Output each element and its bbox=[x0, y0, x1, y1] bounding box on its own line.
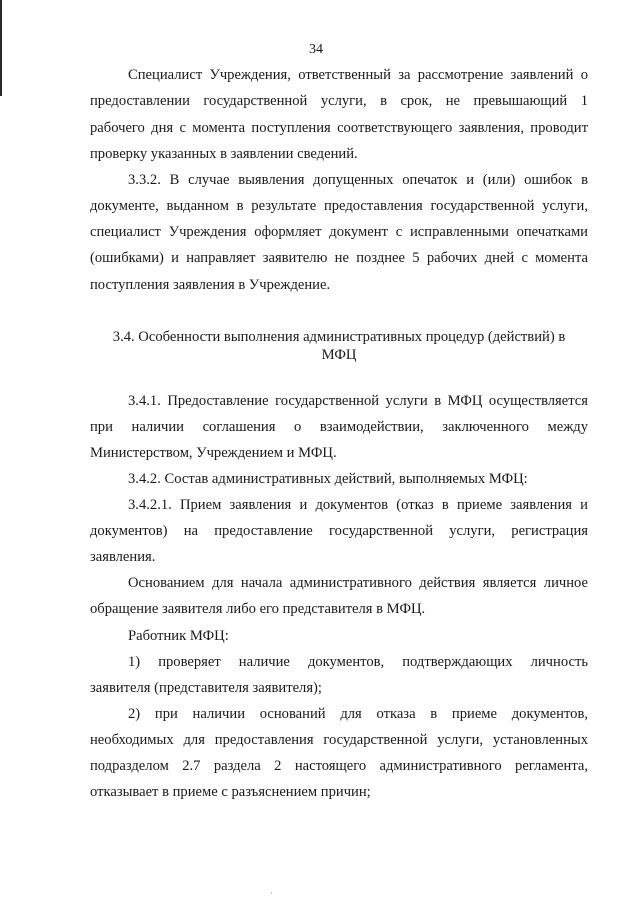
text-line: проверку указанных в заявлении сведений. bbox=[90, 146, 358, 162]
text-line: документе, выданном в результате предоставления государственной услуги, bbox=[90, 198, 588, 214]
text-line: Специалист Учреждения, ответственный за рассмотрение заявлений о bbox=[128, 67, 588, 83]
list-item-line: необходимых для предоставления государственной услуги, установленных bbox=[90, 732, 588, 748]
text-line: 3.4.1. Предоставление государственной услуги в МФЦ осуществляется bbox=[128, 393, 588, 409]
text-line: Министерством, Учреждением и МФЦ. bbox=[90, 445, 337, 461]
section-heading-line: 3.4. Особенности выполнения административных процедур (действий) в bbox=[112, 329, 566, 345]
list-item-line: 2) при наличии оснований для отказа в приеме документов, bbox=[128, 706, 588, 722]
text-line: Основанием для начала административного действия является личное bbox=[128, 575, 588, 591]
text-line: предоставлении государственной услуги, в срок, не превышающий 1 bbox=[90, 93, 588, 109]
list-item-line: заявителя (представителя заявителя); bbox=[90, 680, 322, 696]
text-line: 3.4.2.1. Прием заявления и документов (отказ в приеме заявления и bbox=[128, 497, 588, 513]
text-line: поступления заявления в Учреждение. bbox=[90, 277, 331, 293]
text-line: заявления. bbox=[90, 549, 156, 565]
text-line: 3.3.2. В случае выявления допущенных опечаток и (или) ошибок в bbox=[128, 172, 588, 188]
list-item-line: отказывает в приеме с разъяснением причин; bbox=[90, 784, 371, 800]
text-line: обращение заявителя либо его представителя в МФЦ. bbox=[90, 601, 426, 617]
text-line: специалист Учреждения оформляет документ с исправленными опечатками bbox=[90, 224, 588, 240]
text-line: документов) на предоставление государственной услуги, регистрация bbox=[90, 523, 588, 539]
text-line: Работник МФЦ: bbox=[128, 628, 229, 644]
text-line: при наличии соглашения о взаимодействии, заключенного между bbox=[90, 419, 588, 435]
text-line: рабочего дня с момента поступления соответствующего заявления, проводит bbox=[90, 120, 588, 136]
text-line: 3.4.2. Состав административных действий, выполняемых МФЦ: bbox=[128, 471, 528, 487]
list-item-line: 1) проверяет наличие документов, подтверждающих личность bbox=[128, 654, 588, 670]
page-number: 34 bbox=[309, 42, 323, 57]
text-line: (ошибками) и направляет заявителю не позднее 5 рабочих дней с момента bbox=[90, 250, 588, 266]
scan-speck: · bbox=[270, 888, 273, 898]
section-heading-line: МФЦ bbox=[321, 347, 357, 363]
list-item-line: подразделом 2.7 раздела 2 настоящего административного регламента, bbox=[90, 758, 588, 774]
